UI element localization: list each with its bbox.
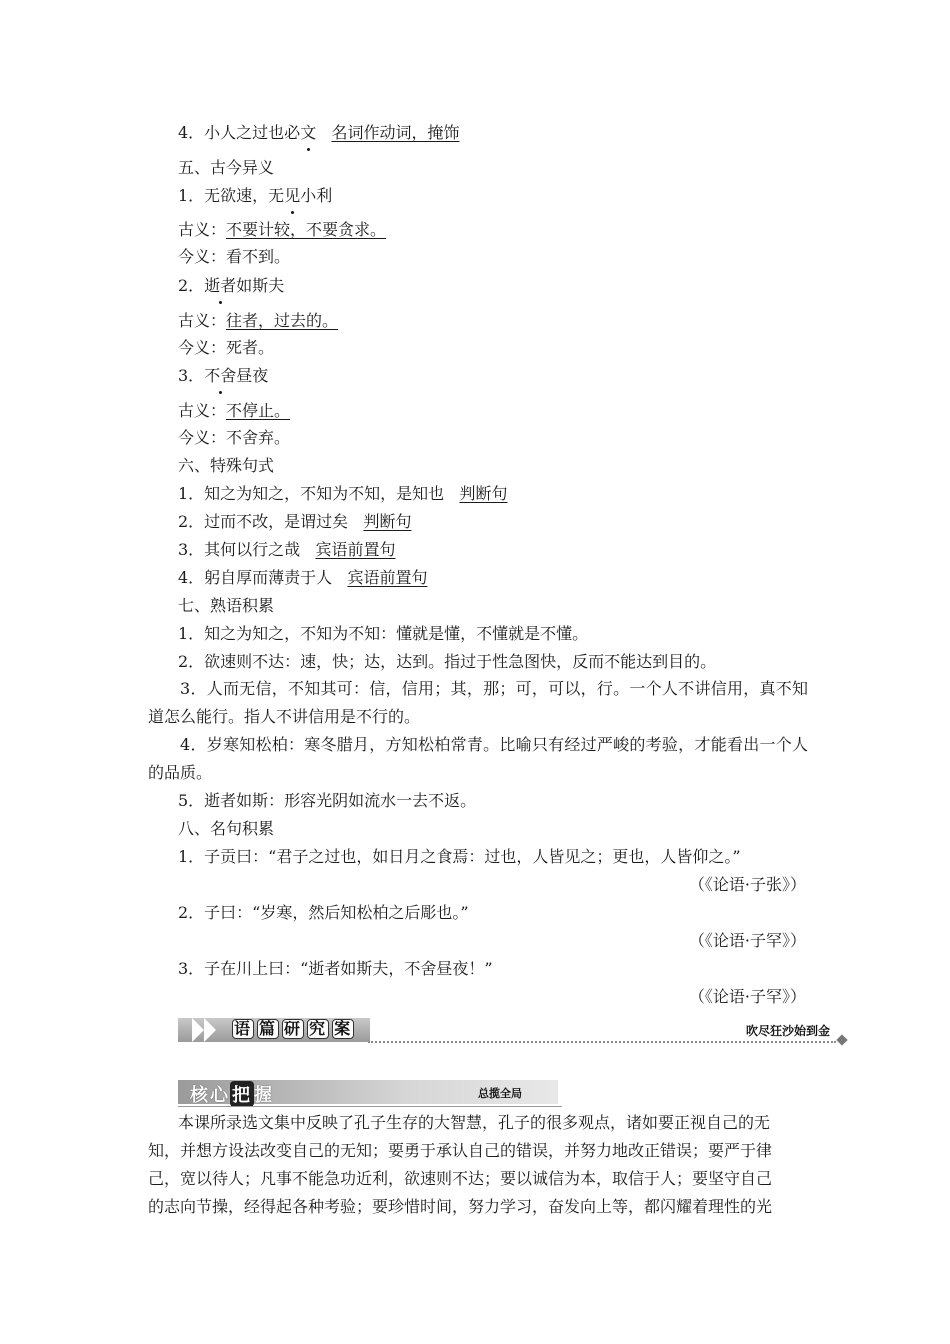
sec6-item-2: 2．过而不改，是谓过矣 判断句 xyxy=(178,512,412,531)
sec6-item-1: 1．知之为知之，不知为不知，是知也 判断句 xyxy=(178,484,508,503)
banner-dotted-rule xyxy=(368,1041,836,1043)
sec5-item-2-jin: 今义：死者。 xyxy=(178,338,275,357)
sec5-item-3-gu: 古义：不停止。 xyxy=(178,401,291,420)
sec8-item-2: 2．子曰：“岁寒，然后知松柏之后彫也。” xyxy=(178,903,469,922)
sec6-item-1-answer: 判断句 xyxy=(459,484,508,503)
item-4-text: 4．小人之过也必 xyxy=(178,123,301,142)
sec7-item-5: 5．逝者如斯：形容光阴如流水一去不返。 xyxy=(178,791,477,810)
item-4-line xyxy=(178,122,459,144)
sec5-item-1: 1．无欲速，无见小利 xyxy=(178,186,333,205)
sec8-item-3-source: （《论语·子罕》） xyxy=(688,987,806,1006)
sec7-item-3: 3．人而无信，不知其可：信，信用；其，那；可，可以，行。一个人不讲信用，真不知道怎么能行。指人不讲信用是不行的。 xyxy=(148,679,808,726)
sec5-item-1-gu-answer: 不要计较，不要贪求。 xyxy=(226,220,387,239)
sec7-item-4: 4．岁寒知松柏：寒冬腊月，方知松柏常青。比喻只有经过严峻的考验，才能看出一个人的品质。 xyxy=(148,735,808,782)
sec5-item-2: 2．逝者如斯夫 xyxy=(178,276,285,295)
section-banner-research xyxy=(178,1016,846,1044)
sec8-item-1-source: （《论语·子张》） xyxy=(688,875,806,894)
sec8-item-1: 1．子贡曰：“君子之过也，如日月之食焉：过也，人皆见之；更也，人皆仰之。” xyxy=(178,847,741,866)
sec6-heading: 六、特殊句式 xyxy=(178,456,275,475)
sec5-item-3-emphasis: 不舍 xyxy=(204,366,237,385)
subsection-banner-slogan: 总揽全局 xyxy=(478,1087,522,1100)
banner-slogan: 吹尽狂沙始到金 xyxy=(745,1024,830,1038)
summary-line-2: 知，并想方设法改变自己的无知；要勇于承认自己的错误，并努力地改正错误；要严于律 xyxy=(148,1141,773,1160)
sec5-item-2-gu-answer: 往者，过去的。 xyxy=(226,311,339,330)
subsection-banner-title: 核心 把 握 xyxy=(190,1081,274,1107)
sec8-item-2-source: （《论语·子罕》） xyxy=(688,931,806,950)
sec6-item-3: 3．其何以行之哉 宾语前置句 xyxy=(178,540,396,559)
diamond-icon xyxy=(836,1034,847,1045)
subsection-banner-core xyxy=(178,1080,562,1108)
sec5-item-1-gu: 古义：不要计较，不要贪求。 xyxy=(178,220,387,239)
sec7-item-2: 2．欲速则不达：速，快；达，达到。指过于性急图快，反而不能达到目的。 xyxy=(178,652,717,671)
sec5-item-1-jin: 今义：看不到。 xyxy=(178,247,291,266)
sec7-item-1: 1．知之为知之，不知为不知：懂就是懂，不懂就是不懂。 xyxy=(178,624,589,643)
item-4-answer: 名词作动词，掩饰 xyxy=(331,123,460,142)
summary-line-1: 本课所录选文集中反映了孔子生存的大智慧，孔子的很多观点，诸如要正视自己的无 xyxy=(178,1113,771,1132)
sec7-heading: 七、熟语积累 xyxy=(178,596,275,615)
sec5-item-3-gu-answer: 不停止。 xyxy=(226,401,291,420)
chevron-right-icon xyxy=(204,1018,216,1042)
sec6-item-2-answer: 判断句 xyxy=(363,512,412,531)
sec8-heading: 八、名句积累 xyxy=(178,819,275,838)
sec5-item-3: 3．不舍昼夜 xyxy=(178,366,269,385)
banner-title: 语 篇 研 究 案 xyxy=(234,1019,353,1038)
subsection-banner-rule xyxy=(178,1106,562,1107)
sec5-item-3-jin: 今义：不舍弃。 xyxy=(178,428,291,447)
sec6-item-4-answer: 宾语前置句 xyxy=(347,568,428,587)
sec5-item-2-gu: 古义：往者，过去的。 xyxy=(178,311,339,330)
item-4-emphasis: 文 xyxy=(300,123,317,142)
summary-line-3: 己，宽以待人；凡事不能急功近利，欲速则不达；要以诚信为本，取信于人；要坚守自己 xyxy=(148,1169,773,1188)
sec6-item-4: 4．躬自厚而薄责于人 宾语前置句 xyxy=(178,568,428,587)
chevron-right-icon xyxy=(192,1018,204,1042)
sec5-item-2-emphasis: 逝者 xyxy=(204,276,237,295)
sec5-item-1-emphasis: 见 xyxy=(284,186,301,205)
summary-line-4: 的志向节操，经得起各种考验；要珍惜时间，努力学习，奋发向上等，都闪耀着理性的光 xyxy=(148,1197,773,1216)
sec8-item-3: 3．子在川上曰：“逝者如斯夫，不舍昼夜！” xyxy=(178,959,493,978)
sec5-heading: 五、古今异义 xyxy=(178,158,275,177)
sec6-item-3-answer: 宾语前置句 xyxy=(315,540,396,559)
